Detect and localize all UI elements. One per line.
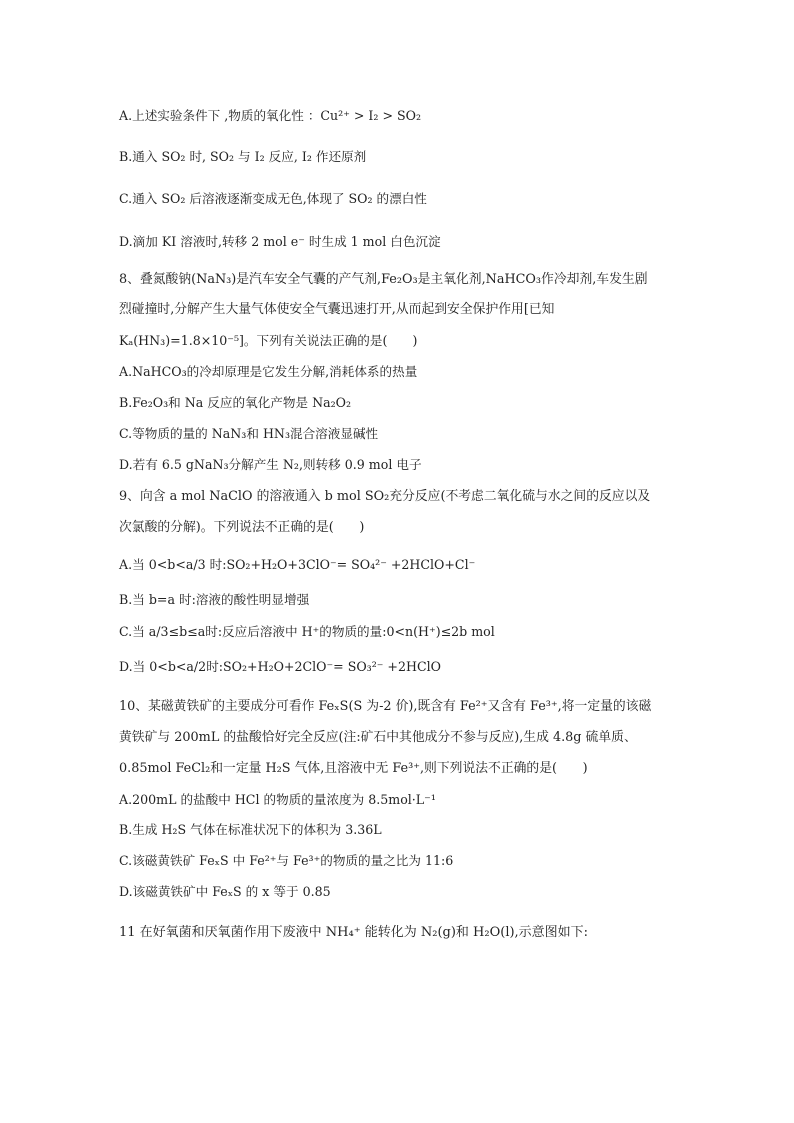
- option-d: D.滴加 KI 溶液时,转移 2 mol e⁻ 时生成 1 mol 白色沉淀: [119, 234, 441, 249]
- q9-option-d: D.当 0<b<a/2时:SO₂+H₂O+2ClO⁻= SO₃²⁻ +2HClO: [119, 659, 441, 674]
- q10-stem-line-2: 黄铁矿与 200mL 的盐酸恰好完全反应(注:矿石中其他成分不参与反应),生成 4.8g 硫单质、: [119, 730, 637, 745]
- q10-option-d: D.该磁黄铁矿中 FeₓS 的 x 等于 0.85: [119, 884, 331, 899]
- q10-option-b: B.生成 H₂S 气体在标准状况下的体积为 3.36L: [119, 822, 382, 837]
- q8-option-a: A.NaHCO₃的冷却原理是它发生分解,消耗体系的热量: [119, 364, 418, 379]
- q9-option-b: B.当 b=a 时:溶液的酸性明显增强: [119, 592, 310, 607]
- q10-option-c: C.该磁黄铁矿 FeₓS 中 Fe²⁺与 Fe³⁺的物质的量之比为 11:6: [119, 853, 454, 868]
- q8-option-c: C.等物质的量的 NaN₃和 HN₃混合溶液显碱性: [119, 426, 379, 441]
- q9-stem-line-2: 次氯酸的分解)。下列说法不正确的是( ): [119, 520, 365, 535]
- q9-option-c: C.当 a/3≤b≤a时:反应后溶液中 H⁺的物质的量:0<n(H⁺)≤2b mol: [119, 624, 495, 639]
- option-c: C.通入 SO₂ 后溶液逐渐变成无色,体现了 SO₂ 的漂白性: [119, 191, 427, 206]
- q8-stem-line-2: 烈碰撞时,分解产生大量气体使安全气囊迅速打开,从而起到安全保护作用[已知: [119, 302, 555, 317]
- q10-option-a: A.200mL 的盐酸中 HCl 的物质的量浓度为 8.5mol·L⁻¹: [119, 792, 436, 807]
- q8-option-d: D.若有 6.5 gNaN₃分解产生 N₂,则转移 0.9 mol 电子: [119, 457, 422, 472]
- q9-option-a: A.当 0<b<a/3 时:SO₂+H₂O+3ClO⁻= SO₄²⁻ +2HClO+Cl⁻: [119, 557, 476, 572]
- q11-stem: 11 在好氧菌和厌氧菌作用下废液中 NH₄⁺ 能转化为 N₂(g)和 H₂O(l),示意图如下:: [119, 925, 589, 940]
- option-b: B.通入 SO₂ 时, SO₂ 与 I₂ 反应, I₂ 作还原剂: [119, 149, 367, 164]
- q10-stem-line-1: 10、某磁黄铁矿的主要成分可看作 FeₓS(S 为-2 价),既含有 Fe²⁺又含有 Fe³⁺,将一定量的该磁: [119, 699, 652, 714]
- q9-stem-line-1: 9、向含 a mol NaClO 的溶液通入 b mol SO₂充分反应(不考虑二氧化硫与水之间的反应以及: [119, 489, 651, 504]
- q8-stem-line-1: 8、叠氮酸钠(NaN₃)是汽车安全气囊的产气剂,Fe₂O₃是主氧化剂,NaHCO₃作冷却剂,车发生剧: [119, 272, 648, 287]
- option-a: A.上述实验条件下 ,物质的氧化性 ：Cu²⁺ > I₂ > SO₂: [119, 108, 422, 123]
- q10-stem-line-3: 0.85mol FeCl₂和一定量 H₂S 气体,且溶液中无 Fe³⁺,则下列说法不正确的是( ): [119, 761, 588, 776]
- q8-option-b: B.Fe₂O₃和 Na 反应的氧化产物是 Na₂O₂: [119, 395, 352, 410]
- q8-stem-line-3: Kₐ(HN₃)=1.8×10⁻⁵]。下列有关说法正确的是( ): [119, 333, 418, 348]
